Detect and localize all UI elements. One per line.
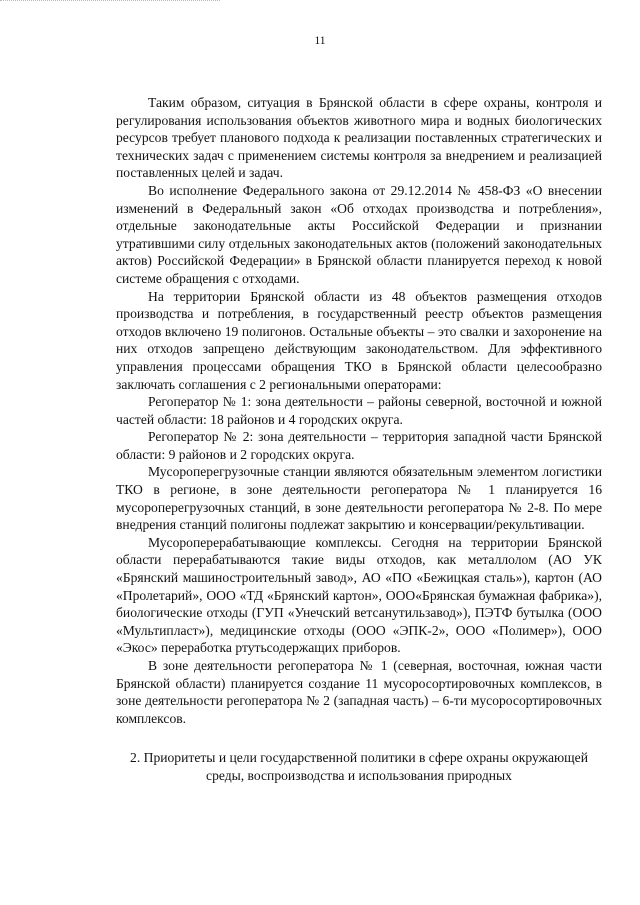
paragraph-sorting-complexes: В зоне деятельности регоператора № 1 (северная, восточная, южная части Брянской области) планируется создание 11 мусоросортировочных комплексов, в зоне деятельности регоператора № 2 (западная часть) – 6-ти мусоросортировочных комплексов. <box>116 658 602 726</box>
top-scan-rule <box>0 0 220 4</box>
paragraph-transfer-stations: Мусороперегрузочные станции являются обязательным элементом логистики ТКО в регионе, в зоне деятельности регоператора № 1 планируется 16 мусороперегрузочных станций, в зоне деятельности регоператора № 2-8. По мере внедрения станций полигоны подлежат закрытию и консервации/рекультивации. <box>116 464 602 533</box>
paragraph-federal-law: Во исполнение Федерального закона от 29.12.2014 № 458-ФЗ «О внесении изменений в Федеральный закон «Об отходах производства и потребления», отдельные законодательные акты Российской Федерации и признании утратившими силу отдельных законодательных актов (положений законодательных актов) Российской Федерации» в Брянской области планируется переход к новой системе обращения с отходами. <box>116 182 602 286</box>
paragraph-regoperator-2: Регоператор № 2: зона деятельности – территория западной части Брянской области: 9 районов и 2 городских округа. <box>116 429 602 462</box>
document-body <box>116 94 602 785</box>
paragraph-wildlife-control: Таким образом, ситуация в Брянской области в сфере охраны, контроля и регулирования использования объектов животного мира и водных биологических ресурсов требует планового подхода к реализации поставленных стратегических и технических задач с применением системы контроля за внедрением и реализацией поставленных целей и задач. <box>116 95 602 181</box>
paragraph-waste-sites: На территории Брянской области из 48 объектов размещения отходов производства и потребления, в государственный реестр объектов размещения отходов включено 19 полигонов. Остальные объекты – это свалки и захоронение на них отходов запрещено действующим законодательством. Для эффективного управления процессами обращения ТКО в Брянской области целесообразно заключать соглашения с 2 региональными операторами: <box>116 288 602 392</box>
page-number: 11 <box>314 35 326 47</box>
paragraph-processing-complexes: Мусороперерабатывающие комплексы. Сегодня на территории Брянской области перерабатываются такие виды отходов, как металлолом (АО УК «Брянский машиностроительный завод», АО «ПО «Бежицкая сталь»), картон (АО «Пролетарий», ООО «ТД «Брянский картон», ООО«Брянская бумажная фабрика»), биологические отходы (ГУП «Унечский ветсанутильзавод»), ПЭТФ бутылка (ООО «Мультипласт»), медицинские отходы (ООО «ЭПК-2», ООО «Полимер»), ООО «Экос» переработка ртутьсодержащих приборов. <box>116 534 602 656</box>
paragraph-regoperator-1: Регоператор № 1: зона деятельности – районы северной, восточной и южной частей области: 18 районов и 4 городских округа. <box>116 394 602 427</box>
section-heading: 2. Приоритеты и цели государственной политики в сфере охраны окружающей среды, воспроизводства и использования природных <box>130 750 588 783</box>
